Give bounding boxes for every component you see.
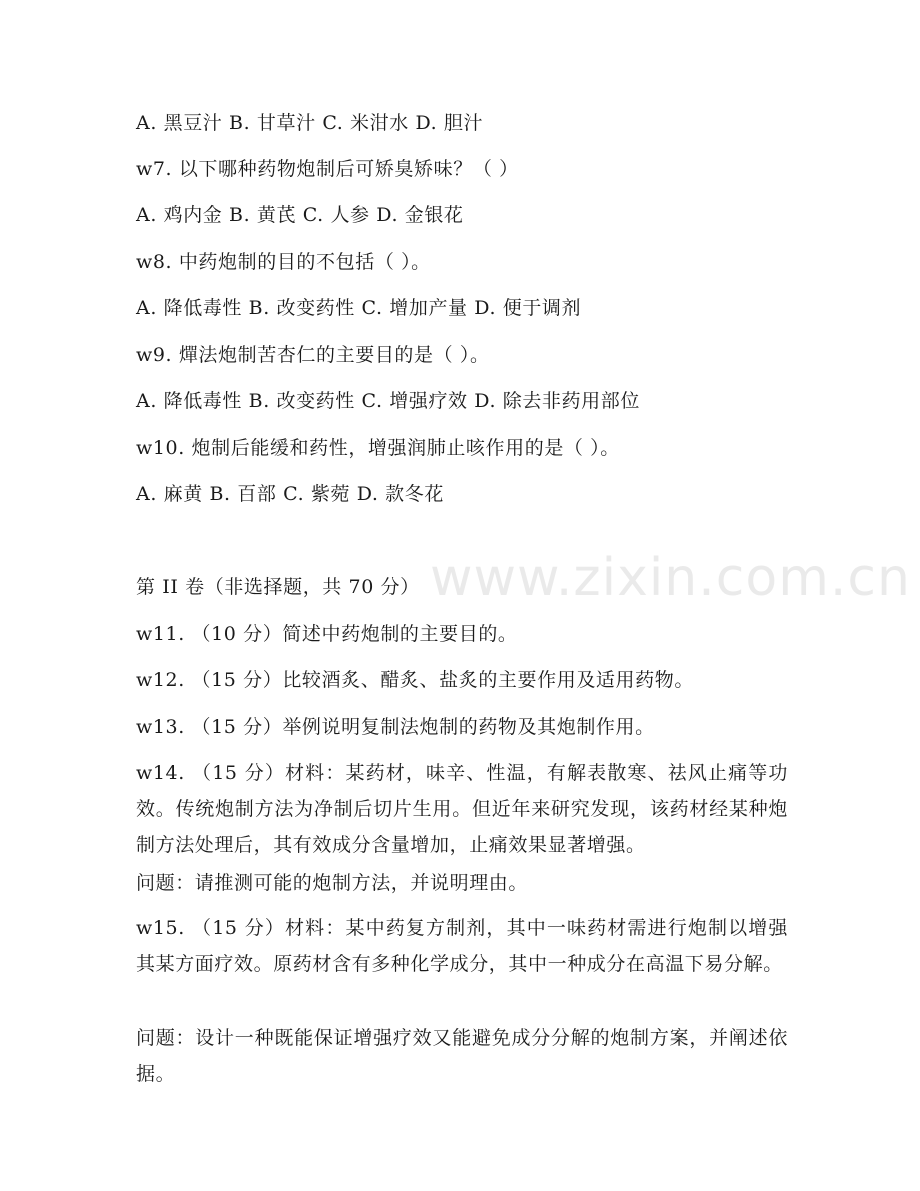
watermark: www.zixin.com.cn: [430, 548, 911, 608]
q15-prompt: 问题：设计一种既能保证增强疗效又能避免成分分解的炮制方案，并阐述依据。: [136, 1027, 788, 1085]
q15-material: w15. （15 分）材料：某中药复方制剂，其中一味药材需进行炮制以增强其某方面疗效。原药材含有多种化学成分，其中一种成分在高温下易分解。: [136, 917, 788, 975]
q13-question: w13. （15 分）举例说明复制法炮制的药物及其炮制作用。: [136, 716, 655, 738]
q9-question: w9. 燀法炮制苦杏仁的主要目的是（ ）。: [136, 344, 490, 366]
q10-options: A. 麻黄 B. 百部 C. 紫菀 D. 款冬花: [136, 483, 444, 505]
q14-material: w14. （15 分）材料：某药材，味辛、性温，有解表散寒、祛风止痛等功效。传统炮制方法为净制后切片生用。但近年来研究发现，该药材经某种炮制方法处理后，其有效成分含量增加，止痛效果显著增强。: [136, 762, 788, 856]
q12-question: w12. （15 分）比较酒炙、醋炙、盐炙的主要作用及适用药物。: [136, 669, 694, 691]
section-heading: 第 II 卷（非选择题，共 70 分）: [136, 576, 420, 598]
q8-options: A. 降低毒性 B. 改变药性 C. 增加产量 D. 便于调剂: [136, 297, 582, 319]
q8-question: w8. 中药炮制的目的不包括（ ）。: [136, 251, 431, 273]
q7-question: w7. 以下哪种药物炮制后可矫臭矫味？（ ）: [136, 158, 519, 180]
q6-options: A. 黑豆汁 B. 甘草汁 C. 米泔水 D. 胆汁: [136, 112, 484, 134]
q7-options: A. 鸡内金 B. 黄芪 C. 人参 D. 金银花: [136, 204, 464, 226]
q11-question: w11. （10 分）简述中药炮制的主要目的。: [136, 623, 518, 645]
q14-prompt: 问题：请推测可能的炮制方法，并说明理由。: [136, 872, 529, 894]
q10-question: w10. 炮制后能缓和药性，增强润肺止咳作用的是（ ）。: [136, 437, 620, 459]
q9-options: A. 降低毒性 B. 改变药性 C. 增强疗效 D. 除去非药用部位: [136, 390, 640, 412]
